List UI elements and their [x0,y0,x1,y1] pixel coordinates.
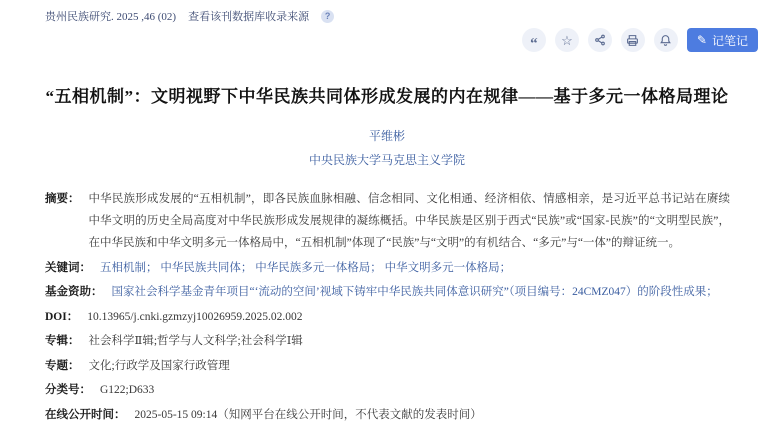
take-notes-label: 记笔记 [711,33,748,48]
help-icon[interactable]: ? [321,10,334,23]
star-icon: ☆ [561,32,573,48]
abstract-label: 摘要： [45,193,80,205]
pencil-icon: ✎ [696,33,707,47]
journal-citation-link[interactable]: 贵州民族研究. 2025 ,46 (02) [45,11,177,23]
share-button[interactable] [588,28,612,52]
journal-source-line [45,8,334,24]
online-date-row [45,404,730,426]
printer-icon [626,34,639,47]
affiliation-link[interactable]: 中央民族大学马克思主义学院 [308,153,465,167]
doi-label: DOI： [45,310,79,323]
online-date-value: 2025-05-15 09:14（知网平台在线公开时间，不代表文献的发表时间） [134,408,482,421]
quote-icon: “ [530,35,538,52]
funding-row [45,281,730,303]
share-icon [594,34,606,46]
funding-link[interactable]: 国家社会科学基金青年项目“‘流动的空间’视域下铸牢中华民族共同体意识研究”（项目编号：24CMZ047）的阶段性成果； [111,286,718,298]
topic-row [45,355,730,377]
classification-label: 分类号： [45,384,91,396]
keywords-label: 关键词： [45,261,91,274]
doi-value: 10.13965/j.cnki.gzmzyj10026959.2025.02.002 [87,310,303,323]
article-toolbar [522,28,758,52]
series-value: 社会科学Ⅱ辑;哲学与人文科学;社会科学Ⅰ辑 [88,335,303,347]
abstract-text: 中华民族形成发展的“五相机制”，即各民族血脉相融、信念相同、文化相通、经济相依、情感相亲，是习近平总书记站在赓续中华文明的历史全局高度对中华民族形成发展规律的凝练概括。中华民族是区别于西式“民族”或“国家-民族”的“文明型民族”，在中华民族和中华文明多元一体格局中，“五相机制”体现了“民族”与“文明”的有机结合、“多元”与“一体”的辩证统一。 [88,193,730,249]
affiliation-line [0,151,774,168]
view-database-source-link[interactable]: 查看该刊数据库收录来源 [188,11,310,23]
online-date-label: 在线公开时间： [45,408,126,421]
funding-label: 基金资助： [45,286,103,298]
classification-value: G122;D633 [100,384,155,396]
article-title: “五相机制”：文明视野下中华民族共同体形成发展的内在规律——基于多元一体格局理论 [45,87,729,106]
author-line [0,127,774,144]
series-label: 专辑： [45,335,80,347]
alert-button[interactable] [654,28,678,52]
classification-row [45,379,730,401]
series-row [45,330,730,352]
cite-button[interactable] [522,28,546,52]
topic-label: 专题： [45,359,80,372]
keywords-links[interactable]: 五相机制； 中华民族共同体； 中华民族多元一体格局； 中华文明多元一体格局； [100,261,512,274]
take-notes-button[interactable] [687,28,758,52]
doi-row [45,306,730,328]
bell-icon [659,34,672,47]
author-link[interactable]: 平维彬 [368,129,405,143]
keywords-row [45,257,730,279]
print-button[interactable] [621,28,645,52]
article-metadata [45,188,730,426]
page-header [0,0,774,58]
abstract-row [45,188,730,254]
topic-value: 文化;行政学及国家行政管理 [88,359,230,372]
favorite-button[interactable] [555,28,579,52]
